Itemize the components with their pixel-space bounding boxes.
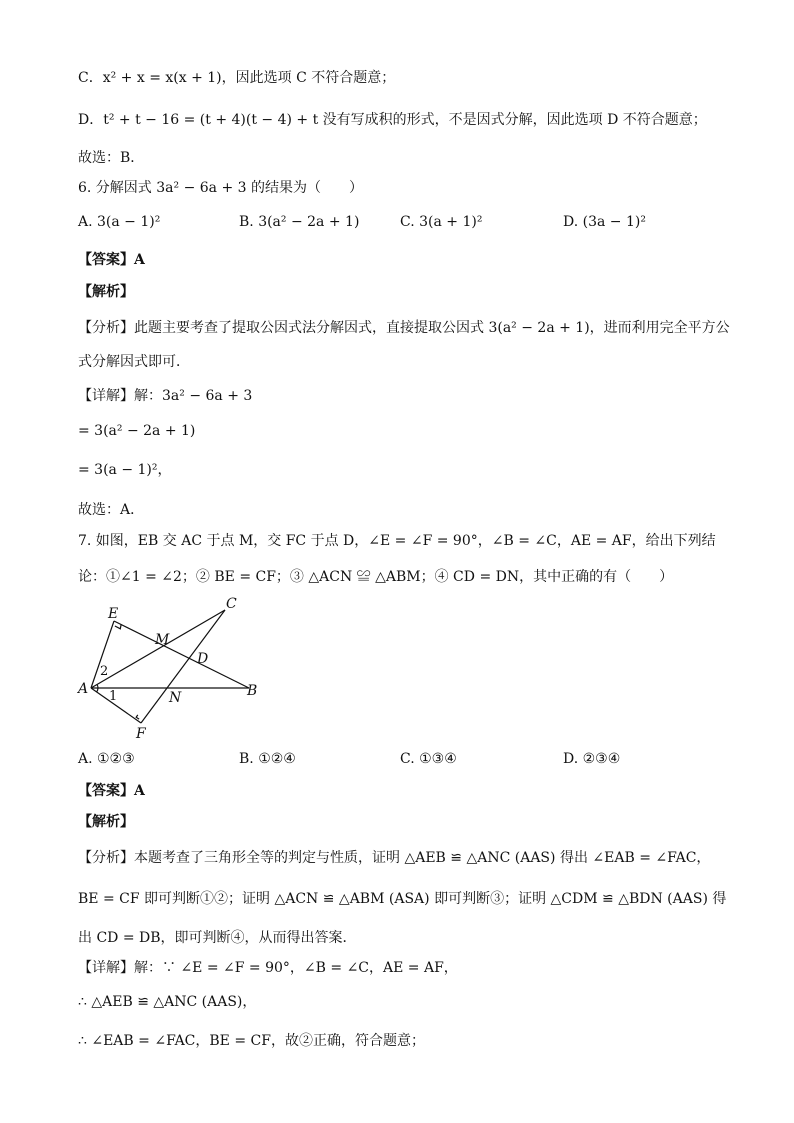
jiexi-7: 【解析】 [78,814,134,830]
q7-option-a: A. ①②③ [78,751,135,767]
label-angle-1: 1 [109,689,118,704]
label-a: A [78,681,89,697]
q6-option-a: A. 3(a − 1)² [78,214,161,230]
label-n: N [169,690,182,706]
label-b: B [247,683,258,699]
fenxi-7-line-2: BE = CF 即可判断①②；证明 △ACN ≌ △ABM (ASA) 即可判断③；证明 △CDM ≌ △BDN (AAS) 得 [78,891,727,907]
detail-6-line-3: = 3(a − 1)²， [78,462,172,478]
fenxi-6-line-2: 式分解因式即可． [78,354,190,370]
label-angle-2: 2 [100,664,109,679]
detail-6-line-1: 【详解】解：3a² − 6a + 3 [78,388,253,404]
question-6-options [78,214,734,238]
q7-option-c: C. ①③④ [400,751,457,767]
q6-option-c: C. 3(a + 1)² [400,214,483,230]
option-c-line: C．x² + x = x(x + 1)，因此选项 C 不符合题意； [78,70,396,86]
segment-fc [141,610,225,723]
q7-option-d: D. ②③④ [563,751,621,767]
label-f: F [136,726,146,742]
right-angle-e [115,624,121,629]
question-7-line-2: 论：①∠1 = ∠2；② BE = CF；③ △ACN ≌ △ABM；④ CD = DN，其中正确的有（ ） [78,569,674,585]
detail-7-line-3: ∴ ∠EAB = ∠FAC，BE = CF，故②正确，符合题意； [78,1033,425,1049]
answer-6: 【答案】A [78,252,145,268]
question-7-options [78,751,734,775]
right-angle-f [136,715,139,719]
choice-a-6: 故选：A． [78,502,145,518]
fenxi-6-line-1: 【分析】此题主要考查了提取公因式法分解因式，直接提取公因式 3(a² − 2a + 1)，进而利用完全平方公 [78,320,730,336]
q6-option-b: B. 3(a² − 2a + 1) [239,214,360,230]
answer-7: 【答案】A [78,783,145,799]
segment-eb [114,621,249,688]
geometry-figure [70,592,270,752]
detail-6-line-2: = 3(a² − 2a + 1) [78,423,196,439]
detail-7-line-1: 【详解】解：∵ ∠E = ∠F = 90°，∠B = ∠C，AE = AF， [78,960,458,976]
q7-option-b: B. ①②④ [239,751,296,767]
choice-b-line: 故选：B． [78,150,145,166]
fenxi-7-line-3: 出 CD = DB，即可判断④，从而得出答案． [78,930,357,946]
question-6: 6. 分解因式 3a² − 6a + 3 的结果为（ ） [78,180,363,196]
label-d: D [197,651,209,667]
label-e: E [108,606,119,622]
option-d-line: D．t² + t − 16 = (t + 4)(t − 4) + t 没有写成积的形式，不是因式分解，因此选项 D 不符合题意； [78,112,707,128]
q6-option-d: D. (3a − 1)² [563,214,646,230]
question-7-line-1: 7. 如图，EB 交 AC 于点 M，交 FC 于点 D，∠E = ∠F = 90°，∠B = ∠C，AE = AF，给出下列结 [78,533,716,549]
label-m: M [155,632,170,648]
detail-7-line-2: ∴ △AEB ≌ △ANC (AAS)， [78,994,257,1010]
fenxi-7-line-1: 【分析】本题考查了三角形全等的判定与性质，证明 △AEB ≌ △ANC (AAS) 得出 ∠EAB = ∠FAC， [78,850,711,866]
label-c: C [226,596,237,612]
jiexi-6: 【解析】 [78,284,134,300]
